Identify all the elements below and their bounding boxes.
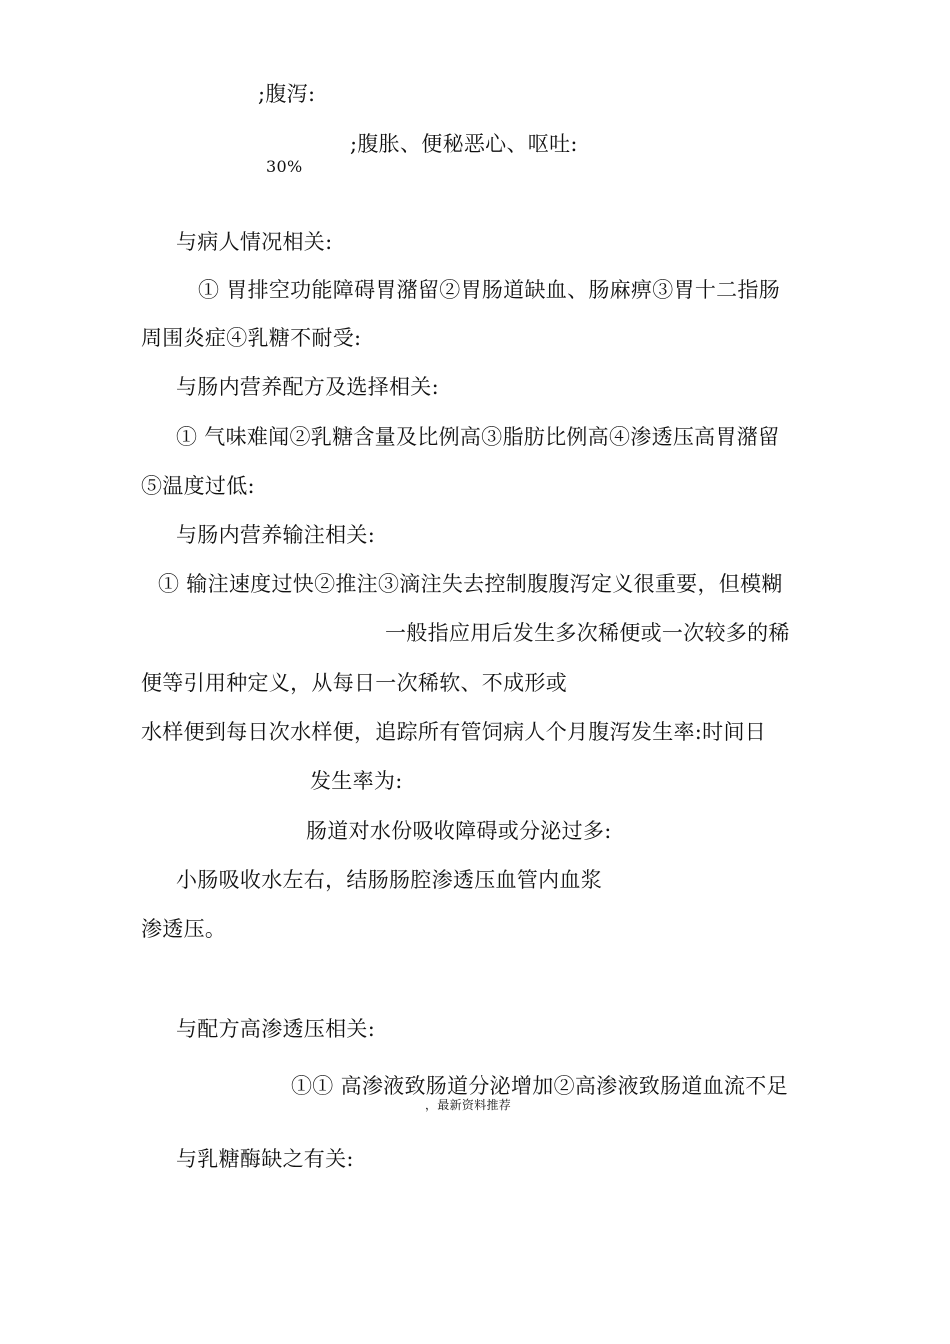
text-line-patient-causes-2: 周围炎症④乳糖不耐受: [141,326,362,350]
text-line-definition-2: 便等引用种定义，从每日一次稀软、不成形或 [141,671,567,695]
footer-note: ，最新资料推荐 [425,1098,512,1112]
text-line-formula-causes-1: ① 气味难闻②乳糖含量及比例高③脂肪比例高④渗透压高胃潴留 [176,425,780,449]
text-line-infusion-causes: ① 输注速度过快②推注③滴注失去控制腹腹泻定义很重要，但模糊 [158,572,783,596]
heading-hyperosmolar: 与配方高渗透压相关: [176,1017,376,1041]
text-line-percent: 30% [266,157,303,176]
text-line-incidence: 发生率为: [310,769,403,793]
text-line-definition-3: 水样便到每日次水样便，追踪所有管饲病人个月腹泻发生率:时间日 [141,720,767,744]
text-line-bloating: ;腹胀、便秘恶心、呕吐: [350,132,578,156]
text-line-formula-causes-2: ⑤温度过低: [141,474,255,498]
heading-lactase: 与乳糖酶缺之有关: [176,1147,354,1171]
text-line-hyperosmolar-causes: ①① 高渗液致肠道分泌增加②高渗液致肠道血流不足 [291,1074,788,1098]
text-line-absorption: 肠道对水份吸收障碍或分泌过多: [306,819,612,843]
heading-patient-related: 与病人情况相关: [176,230,333,254]
text-line-definition-1: 一般指应用后发生多次稀便或一次较多的稀 [385,621,790,645]
heading-infusion-related: 与肠内营养输注相关: [176,523,376,547]
text-line-diarrhea: ;腹泻: [258,82,316,106]
heading-formula-related: 与肠内营养配方及选择相关: [176,375,439,399]
text-line-small-intestine: 小肠吸收水左右，结肠肠腔渗透压血管内血浆 [176,868,602,892]
text-line-patient-causes-1: ① 胃排空功能障碍胃潴留②胃肠道缺血、肠麻痹③胃十二指肠 [198,278,781,302]
text-line-osmotic: 渗透压。 [141,917,227,941]
